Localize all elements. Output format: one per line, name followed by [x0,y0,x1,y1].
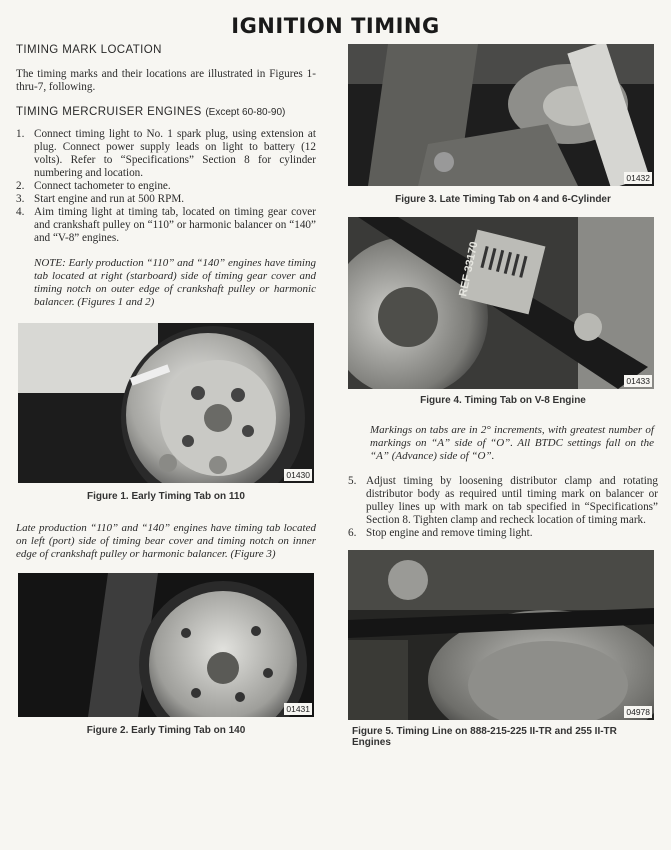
figure-3-caption: Figure 3. Late Timing Tab on 4 and 6-Cylinder [395,194,611,205]
late-tab-photo-image [348,44,654,186]
figure-2-photo [18,573,314,717]
step-item [16,206,316,245]
steps-list-right [348,475,658,540]
figure-5-photo [348,550,654,720]
step-text: Adjust timing by loosening distributor clamp and rotating distributor body as required until timing mark on balancer or pulley lines up with mark on tab specified in “Specifications” Section 8. Tighten clamp and recheck location of timing mark. [366,475,658,526]
step-item [348,475,658,527]
right-column [348,44,658,748]
step-item [16,193,316,206]
step-text: Start engine and run at 500 RPM. [34,193,185,205]
note-late-production: Late production “110” and “140” engines have timing tab located on left (port) side of timing bear cover and timing notch on inner edge of crankshaft pulley or harmonic balancer. (Figure 3) [16,522,316,560]
step-number: 5. [348,475,357,487]
step-text: Stop engine and remove timing light. [366,527,533,539]
figure-1-caption: Figure 1. Early Timing Tab on 110 [86,491,245,502]
figure-3-number: 01432 [626,173,650,183]
figure-5-caption: Figure 5. Timing Line on 888-215-225 II-TR and 255 II-TR Engines [352,726,617,748]
section-heading-timing-mark-location: TIMING MARK LOCATION [16,44,162,56]
figure-2-number: 01431 [286,704,310,714]
step-number: 2. [16,180,25,192]
step-text: Connect tachometer to engine. [34,180,171,192]
v8-tab-stamp-text: REF 33170 [457,240,481,298]
balancer-photo-image [18,573,314,717]
figure-1-number: 01430 [286,470,310,480]
step-number: 1. [16,128,25,140]
section-heading-mercruiser [16,106,316,118]
figure-1-photo [18,323,314,483]
figure-3-photo [348,44,654,186]
figure-4-caption: Figure 4. Timing Tab on V-8 Engine [420,395,586,406]
steps-list-left [16,128,316,245]
timing-line-photo-image [348,550,654,720]
step-item [16,180,316,193]
step-text: Aim timing light at timing tab, located on timing gear cover and crankshaft pulley on “110” or harmonic balancer on “140” and “V-8” engines. [34,206,316,244]
note-early-production: NOTE: Early production “110” and “140” engines have timing tab located at right (starboard) side of timing gear cover and timing notch on outer edge of crankshaft pulley or harmonic balancer. (Figures 1 and 2) [34,257,316,308]
page-title: IGNITION TIMING [231,14,440,38]
step-item [16,128,316,180]
figure-4-photo [348,217,654,389]
figure-4-number: 01433 [626,376,650,386]
step-text: Connect timing light to No. 1 spark plug, using extension at plug. Connect power supply leads on light to battery (12 volts). Refer to “Specifications” Section 8 for cylinder numbering and location. [34,128,316,179]
step-item [348,527,658,540]
v8-tab-photo-image [348,217,654,389]
note-markings: Markings on tabs are in 2° increments, with greatest number of markings on “A” side of “O”. All BTDC settings fall on the “A” (Advance) side of “O”. [370,424,654,462]
step-number: 6. [348,527,357,539]
figure-2-caption: Figure 2. Early Timing Tab on 140 [86,725,246,736]
pulley-photo-image [18,323,314,483]
figure-5-number: 04978 [626,707,650,717]
section-heading-mercruiser-text: TIMING MERCRUISER ENGINES [16,106,202,118]
intro-paragraph: The timing marks and their locations are illustrated in Figures 1-thru-7, following. [16,68,316,93]
step-number: 4. [16,206,25,218]
section-heading-mercruiser-note: (Except 60-80-90) [205,107,286,118]
step-number: 3. [16,193,25,205]
left-column [16,44,316,736]
